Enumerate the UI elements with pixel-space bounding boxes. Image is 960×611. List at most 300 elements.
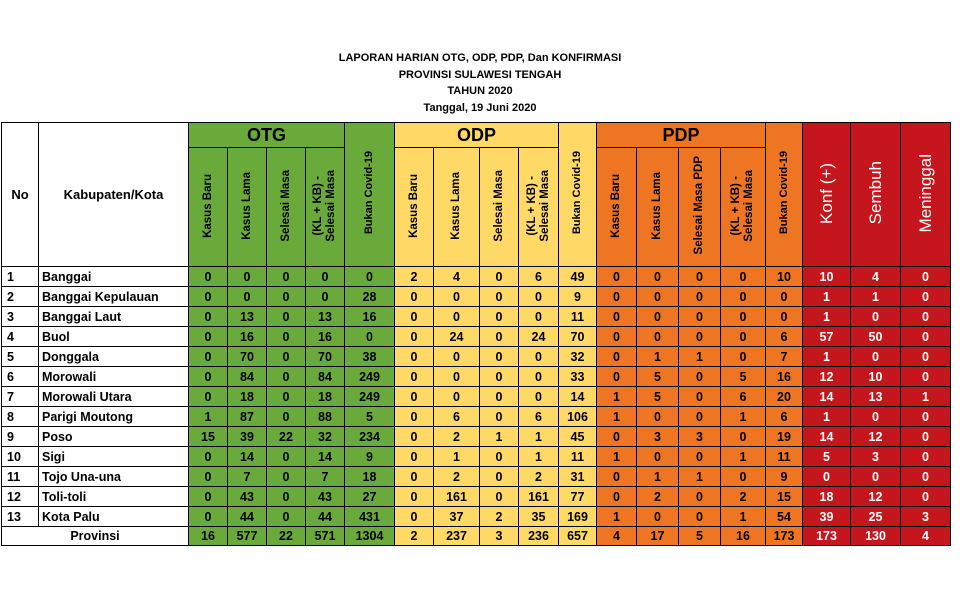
otg-kasus-lama: 14 [228,447,267,467]
table-row [2,507,951,527]
odp-kasus-baru: 0 [395,387,434,407]
otg-kl-kb: 0 [306,267,345,287]
odp-kasus-baru: 0 [395,407,434,427]
otg-kl-kb: 7 [306,467,345,487]
row-no: 3 [2,307,39,327]
row-no: 11 [2,467,39,487]
odp-kasus-lama: 6 [434,407,480,427]
otg-kasus-lama: 84 [228,367,267,387]
otg-kasus-baru: 0 [189,267,228,287]
otg-bukan-covid: 431 [345,507,395,527]
odp-selesai-masa: 0 [480,407,519,427]
pdp-selesai-masa-header: Selesai Masa PDP [679,148,721,267]
table-row [2,327,951,347]
pdp-selesai-masa: 0 [679,407,721,427]
pdp-kl-kb: 0 [721,427,766,447]
sembuh-value: 0 [851,307,901,327]
otg-selesai-masa: 0 [267,447,306,467]
meninggal-header: Meninggal [901,123,951,267]
pdp-kasus-lama: 1 [637,347,679,367]
odp-bukan-covid: 31 [559,467,597,487]
konf-value: 57 [803,327,851,347]
table-row [2,307,951,327]
total-meninggal: 4 [901,527,951,546]
konf-value: 14 [803,427,851,447]
pdp-selesai-masa: 1 [679,467,721,487]
total-otg-kasus-lama: 577 [228,527,267,546]
sembuh-value: 13 [851,387,901,407]
pdp-kasus-baru: 0 [597,487,637,507]
total-pdp-kasus-baru: 4 [597,527,637,546]
otg-kasus-baru: 1 [189,407,228,427]
row-kabupaten: Kota Palu [39,507,189,527]
pdp-bukan-covid: 54 [766,507,803,527]
pdp-selesai-masa: 0 [679,367,721,387]
pdp-bukan-covid: 6 [766,327,803,347]
pdp-kasus-baru: 0 [597,267,637,287]
odp-kasus-baru: 0 [395,447,434,467]
odp-selesai-masa: 0 [480,347,519,367]
odp-kl-kb: 1 [519,447,559,467]
pdp-kasus-baru: 0 [597,467,637,487]
pdp-bukan-covid: 6 [766,407,803,427]
pdp-bukan-covid: 0 [766,287,803,307]
odp-kasus-baru: 0 [395,327,434,347]
odp-bukan-covid: 77 [559,487,597,507]
sembuh-value: 0 [851,407,901,427]
total-otg-kl-kb: 571 [306,527,345,546]
konf-value: 1 [803,407,851,427]
total-odp-bukan-covid: 657 [559,527,597,546]
row-kabupaten: Tojo Una-una [39,467,189,487]
row-kabupaten: Toli-toli [39,487,189,507]
pdp-selesai-masa: 0 [679,287,721,307]
pdp-kasus-lama: 0 [637,407,679,427]
otg-kasus-lama: 7 [228,467,267,487]
report-year: TAHUN 2020 [447,85,513,97]
pdp-bukan-covid: 16 [766,367,803,387]
otg-bukan-covid: 0 [345,267,395,287]
otg-bukan-covid: 5 [345,407,395,427]
row-kabupaten: Banggai Laut [39,307,189,327]
total-pdp-bukan-covid: 173 [766,527,803,546]
total-otg-kasus-baru: 16 [189,527,228,546]
odp-selesai-masa: 0 [480,467,519,487]
pdp-kasus-lama-header: Kasus Lama [637,148,679,267]
table-row [2,467,951,487]
pdp-bukan-covid: 20 [766,387,803,407]
odp-bukan-covid: 70 [559,327,597,347]
pdp-kl-kb: 0 [721,307,766,327]
total-odp-kasus-baru: 2 [395,527,434,546]
otg-selesai-masa: 0 [267,487,306,507]
otg-kasus-lama: 0 [228,267,267,287]
sembuh-value: 0 [851,347,901,367]
otg-kasus-lama: 13 [228,307,267,327]
odp-kasus-baru: 0 [395,307,434,327]
pdp-selesai-masa: 0 [679,447,721,467]
otg-selesai-masa: 0 [267,307,306,327]
pdp-selesai-masa: 0 [679,387,721,407]
table-row [2,347,951,367]
daily-report-table [1,122,951,546]
odp-bukan-covid: 32 [559,347,597,367]
odp-kl-kb: 0 [519,307,559,327]
pdp-bukan-covid: 19 [766,427,803,447]
otg-bukan-covid: 18 [345,467,395,487]
pdp-kl-kb: 1 [721,407,766,427]
otg-group-header: OTG [189,123,345,148]
sembuh-value: 0 [851,467,901,487]
row-kabupaten: Poso [39,427,189,447]
row-no: 1 [2,267,39,287]
pdp-bukan-covid: 11 [766,447,803,467]
sembuh-value: 10 [851,367,901,387]
otg-kl-kb: 16 [306,327,345,347]
meninggal-value: 0 [901,267,951,287]
pdp-kl-kb-header: (KL + KB) - Selesai Masa [721,148,766,267]
row-no: 9 [2,427,39,447]
odp-kasus-lama-header: Kasus Lama [434,148,480,267]
pdp-selesai-masa: 0 [679,487,721,507]
meninggal-value: 0 [901,447,951,467]
pdp-kl-kb: 2 [721,487,766,507]
pdp-kasus-lama: 0 [637,267,679,287]
meninggal-value: 0 [901,327,951,347]
report-province: PROVINSI SULAWESI TENGAH [398,68,562,81]
table-body [2,267,951,546]
pdp-group-header: PDP [597,123,766,148]
odp-kasus-lama: 0 [434,347,480,367]
row-no: 8 [2,407,39,427]
sembuh-value: 4 [851,267,901,287]
report-title-block [0,50,960,116]
odp-kl-kb: 2 [519,467,559,487]
pdp-kasus-lama: 5 [637,387,679,407]
odp-kasus-lama: 161 [434,487,480,507]
otg-selesai-masa: 0 [267,287,306,307]
pdp-kl-kb: 0 [721,267,766,287]
meninggal-value: 0 [901,407,951,427]
row-kabupaten: Parigi Moutong [39,407,189,427]
otg-selesai-masa: 0 [267,387,306,407]
pdp-kasus-baru: 0 [597,327,637,347]
otg-kl-kb: 70 [306,347,345,367]
pdp-kasus-baru: 0 [597,367,637,387]
pdp-kasus-lama: 0 [637,327,679,347]
odp-bukan-covid: 45 [559,427,597,447]
otg-bukan-covid: 28 [345,287,395,307]
pdp-kasus-baru: 1 [597,447,637,467]
total-odp-kasus-lama: 237 [434,527,480,546]
odp-kasus-lama: 0 [434,307,480,327]
odp-kl-kb: 0 [519,367,559,387]
pdp-bukan-covid-header: Bukan Covid-19 [766,123,803,267]
odp-kl-kb: 0 [519,347,559,367]
odp-bukan-covid: 11 [559,447,597,467]
odp-selesai-masa: 0 [480,447,519,467]
pdp-kasus-baru: 0 [597,347,637,367]
odp-kasus-lama: 24 [434,327,480,347]
total-label: Provinsi [2,527,189,546]
otg-kasus-baru: 0 [189,327,228,347]
odp-kl-kb: 0 [519,287,559,307]
total-otg-bukan-covid: 1304 [345,527,395,546]
otg-selesai-masa: 0 [267,467,306,487]
sembuh-value: 12 [851,487,901,507]
otg-selesai-masa: 0 [267,347,306,367]
otg-kasus-baru: 0 [189,467,228,487]
row-no: 5 [2,347,39,367]
otg-kl-kb: 14 [306,447,345,467]
total-pdp-kl-kb: 16 [721,527,766,546]
pdp-kl-kb: 5 [721,367,766,387]
pdp-selesai-masa: 0 [679,507,721,527]
otg-kl-kb: 13 [306,307,345,327]
otg-kasus-baru: 0 [189,347,228,367]
otg-kl-kb: 44 [306,507,345,527]
pdp-kasus-baru: 0 [597,427,637,447]
odp-bukan-covid: 14 [559,387,597,407]
otg-kasus-lama: 70 [228,347,267,367]
otg-selesai-masa: 0 [267,327,306,347]
konf-value: 5 [803,447,851,467]
odp-selesai-masa: 0 [480,327,519,347]
row-no: 2 [2,287,39,307]
otg-kl-kb: 88 [306,407,345,427]
odp-selesai-masa: 2 [480,507,519,527]
row-no: 7 [2,387,39,407]
total-odp-kl-kb: 236 [519,527,559,546]
odp-kasus-lama: 1 [434,447,480,467]
table-row [2,487,951,507]
odp-kasus-baru: 0 [395,467,434,487]
meninggal-value: 0 [901,467,951,487]
row-no: 6 [2,367,39,387]
odp-bukan-covid: 169 [559,507,597,527]
odp-kl-kb-header: (KL + KB) - Selesai Masa [519,148,559,267]
odp-selesai-masa: 0 [480,387,519,407]
otg-kl-kb: 43 [306,487,345,507]
otg-kasus-baru: 0 [189,507,228,527]
otg-bukan-covid-header: Bukan Covid-19 [345,123,395,267]
otg-kl-kb: 18 [306,387,345,407]
odp-kasus-baru: 0 [395,287,434,307]
odp-kl-kb: 6 [519,407,559,427]
otg-kasus-lama: 87 [228,407,267,427]
row-kabupaten: Buol [39,327,189,347]
sembuh-header: Sembuh [851,123,901,267]
konf-value: 0 [803,467,851,487]
odp-selesai-masa: 0 [480,287,519,307]
meninggal-value: 3 [901,507,951,527]
pdp-selesai-masa: 0 [679,267,721,287]
total-konf: 173 [803,527,851,546]
otg-bukan-covid: 249 [345,367,395,387]
odp-selesai-masa: 1 [480,427,519,447]
odp-kasus-baru: 0 [395,427,434,447]
total-row [2,527,951,546]
pdp-selesai-masa: 0 [679,327,721,347]
row-kabupaten: Banggai [39,267,189,287]
pdp-selesai-masa: 1 [679,347,721,367]
row-no: 12 [2,487,39,507]
pdp-bukan-covid: 9 [766,467,803,487]
report-title: LAPORAN HARIAN OTG, ODP, PDP, Dan KONFIRMASI [338,52,622,64]
otg-bukan-covid: 9 [345,447,395,467]
pdp-kasus-lama: 3 [637,427,679,447]
row-no: 10 [2,447,39,467]
pdp-kasus-baru: 1 [597,407,637,427]
pdp-kasus-baru: 0 [597,307,637,327]
odp-bukan-covid: 11 [559,307,597,327]
table-row [2,367,951,387]
pdp-kasus-lama: 1 [637,467,679,487]
pdp-bukan-covid: 0 [766,307,803,327]
total-odp-selesai-masa: 3 [480,527,519,546]
konf-value: 1 [803,347,851,367]
pdp-selesai-masa: 0 [679,307,721,327]
otg-kl-kb-header: (KL + KB) - Selesai Masa [306,148,345,267]
konf-value: 10 [803,267,851,287]
pdp-kasus-lama: 0 [637,507,679,527]
odp-selesai-masa: 0 [480,487,519,507]
otg-bukan-covid: 16 [345,307,395,327]
odp-kasus-lama: 37 [434,507,480,527]
otg-bukan-covid: 249 [345,387,395,407]
otg-selesai-masa: 0 [267,367,306,387]
meninggal-value: 0 [901,427,951,447]
table-row [2,267,951,287]
odp-selesai-masa: 0 [480,307,519,327]
otg-selesai-masa: 0 [267,267,306,287]
odp-bukan-covid: 106 [559,407,597,427]
otg-selesai-masa: 0 [267,407,306,427]
odp-bukan-covid: 9 [559,287,597,307]
table-row [2,427,951,447]
pdp-kasus-baru: 1 [597,387,637,407]
odp-kasus-lama: 0 [434,287,480,307]
otg-kasus-baru: 0 [189,447,228,467]
col-kabupaten-header: Kabupaten/Kota [39,123,189,267]
pdp-selesai-masa: 3 [679,427,721,447]
col-no-header: No [2,123,39,267]
konf-value: 1 [803,287,851,307]
konf-value: 12 [803,367,851,387]
report-date: Tanggal, 19 Juni 2020 [423,101,537,114]
konf-header: Konf (+) [803,123,851,267]
pdp-kl-kb: 1 [721,447,766,467]
total-pdp-selesai-masa: 5 [679,527,721,546]
pdp-bukan-covid: 15 [766,487,803,507]
otg-selesai-masa: 0 [267,507,306,527]
pdp-kasus-lama: 0 [637,287,679,307]
otg-kasus-lama-header: Kasus Lama [228,148,267,267]
table-row [2,387,951,407]
pdp-kasus-lama: 0 [637,447,679,467]
odp-kasus-lama: 4 [434,267,480,287]
otg-kasus-baru: 0 [189,387,228,407]
sembuh-value: 1 [851,287,901,307]
odp-selesai-masa: 0 [480,367,519,387]
odp-kasus-lama: 2 [434,467,480,487]
meninggal-value: 0 [901,367,951,387]
konf-value: 39 [803,507,851,527]
row-kabupaten: Morowali Utara [39,387,189,407]
odp-kasus-baru: 0 [395,347,434,367]
sembuh-value: 3 [851,447,901,467]
odp-group-header: ODP [395,123,559,148]
pdp-bukan-covid: 10 [766,267,803,287]
otg-selesai-masa-header: Selesai Masa [267,148,306,267]
odp-kasus-baru: 2 [395,267,434,287]
odp-bukan-covid: 33 [559,367,597,387]
odp-selesai-masa: 0 [480,267,519,287]
row-kabupaten: Morowali [39,367,189,387]
otg-kasus-lama: 43 [228,487,267,507]
pdp-kl-kb: 0 [721,467,766,487]
otg-kasus-baru-header: Kasus Baru [189,148,228,267]
odp-selesai-masa-header: Selesai Masa [480,148,519,267]
pdp-kl-kb: 0 [721,347,766,367]
otg-kasus-lama: 16 [228,327,267,347]
total-pdp-kasus-lama: 17 [637,527,679,546]
otg-kasus-lama: 44 [228,507,267,527]
total-sembuh: 130 [851,527,901,546]
pdp-kl-kb: 6 [721,387,766,407]
odp-kl-kb: 1 [519,427,559,447]
meninggal-value: 1 [901,387,951,407]
meninggal-value: 0 [901,487,951,507]
pdp-kasus-lama: 5 [637,367,679,387]
table-row [2,447,951,467]
table-row [2,407,951,427]
pdp-bukan-covid: 7 [766,347,803,367]
odp-kasus-lama: 0 [434,367,480,387]
pdp-kasus-lama: 2 [637,487,679,507]
odp-kasus-baru: 0 [395,507,434,527]
pdp-kl-kb: 0 [721,327,766,347]
pdp-kasus-baru: 1 [597,507,637,527]
otg-kasus-baru: 15 [189,427,228,447]
row-no: 13 [2,507,39,527]
pdp-kl-kb: 0 [721,287,766,307]
odp-kl-kb: 6 [519,267,559,287]
odp-kasus-baru: 0 [395,487,434,507]
otg-kasus-baru: 0 [189,307,228,327]
konf-value: 1 [803,307,851,327]
row-kabupaten: Banggai Kepulauan [39,287,189,307]
otg-kasus-baru: 0 [189,287,228,307]
odp-kasus-baru-header: Kasus Baru [395,148,434,267]
row-kabupaten: Donggala [39,347,189,367]
pdp-kasus-baru-header: Kasus Baru [597,148,637,267]
odp-kl-kb: 24 [519,327,559,347]
otg-bukan-covid: 234 [345,427,395,447]
otg-kl-kb: 32 [306,427,345,447]
otg-kasus-baru: 0 [189,487,228,507]
konf-value: 18 [803,487,851,507]
konf-value: 14 [803,387,851,407]
otg-kl-kb: 84 [306,367,345,387]
otg-selesai-masa: 22 [267,427,306,447]
sembuh-value: 50 [851,327,901,347]
pdp-kasus-lama: 0 [637,307,679,327]
row-kabupaten: Sigi [39,447,189,467]
row-no: 4 [2,327,39,347]
odp-kasus-lama: 2 [434,427,480,447]
meninggal-value: 0 [901,347,951,367]
